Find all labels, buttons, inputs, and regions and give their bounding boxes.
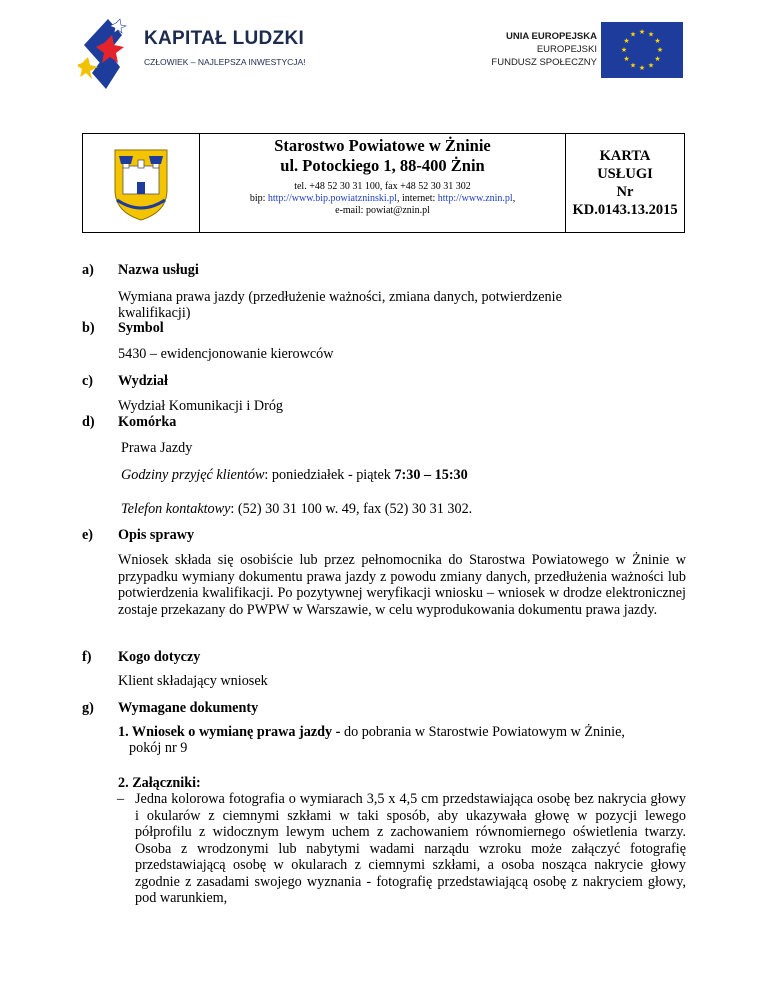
svg-text:★: ★ (654, 55, 661, 63)
office-email: e-mail: powiat@znin.pl (335, 205, 430, 216)
eu-line-3: FUNDUSZ SPOŁECZNY (491, 57, 597, 68)
section-a-marker: a) (82, 262, 94, 278)
attachment-bullet: – (117, 791, 125, 807)
eu-line-2: EUROPEJSKI (536, 44, 597, 55)
section-d-label: Komórka (118, 414, 177, 430)
section-f-label: Kogo dotyczy (118, 649, 201, 665)
office-hours-time: 7:30 – 15:30 (394, 467, 468, 483)
contact-phone-value: : (52) 30 31 100 w. 49, fax (52) 30 31 302. (230, 501, 473, 517)
section-e-label: Opis sprawy (118, 527, 195, 543)
svg-text:★: ★ (629, 30, 637, 39)
svg-text:★: ★ (623, 55, 630, 63)
section-b-text: 5430 – ewidencjonowanie kierowców (118, 346, 334, 362)
attachments-label: 2. Załączniki: (118, 775, 201, 791)
kapital-ludzki-emblem-icon (78, 15, 140, 95)
card-number: KD.0143.13.2015 (572, 202, 678, 218)
attachment-photo-text: Jedna kolorowa fotografia o wymiarach 3,5 x 4,5 cm przedstawiająca osobę bez nakrycia głowy i okularów z ciemnymi szkłami w taki sposób, aby ukazywała głowę w pozycji lewego półprofilu z widocznym lewym uchem z zachowaniem równomiernego oświetlenia twarzy. Osoba z wrodzonymi lub nabytymi wadami narządu wzroku może załączyć fotografię przedstawiającą osobę w okularach z ciemnymi szkłami, a osoba nosząca nakrycie głowy zgodnie z zasadami swojego wyznania - fotografię przedstawiającą osobę z nakryciem głowy, pod warunkiem, (135, 791, 686, 906)
office-name: Starostwo Powiatowe w Żninie (274, 136, 491, 155)
section-d-marker: d) (82, 414, 95, 430)
section-g-label: Wymagane dokumenty (118, 700, 259, 716)
section-g-marker: g) (82, 700, 94, 716)
kapital-ludzki-title: KAPITAŁ LUDZKI (144, 28, 305, 49)
svg-text:★: ★ (654, 37, 661, 45)
section-e-marker: e) (82, 527, 94, 543)
office-hours-days: : poniedziałek - piątek (264, 467, 395, 483)
svg-text:★: ★ (647, 30, 655, 39)
office-links: bip: http://www.bip.powiatzninski.pl, internet: http://www.znin.pl, (249, 193, 516, 204)
service-card-number-cell (565, 134, 684, 232)
eu-logo-text (491, 30, 597, 69)
contact-phone (121, 501, 472, 518)
office-hours (121, 467, 468, 484)
section-c-text: Wydział Komunikacji i Dróg (118, 398, 284, 414)
bip-link[interactable]: http://www.bip.powiatzninski.pl (267, 193, 397, 204)
internet-label: , internet: (396, 193, 438, 204)
eu-flag-icon (601, 22, 683, 78)
svg-text:★: ★ (647, 61, 655, 70)
required-document-1-desc: do pobrania w Starostwie Powiatowym w Żninie, (340, 724, 625, 740)
section-a-text-line2: kwalifikacji) (118, 305, 191, 321)
kapital-ludzki-logo (78, 15, 348, 95)
section-e-text: Wniosek składa się osobiście lub przez pełnomocnika do Starostwa Powiatowego w Żninie w przypadku wymiany dokumentu prawa jazdy z powodu zmiany danych, przedłużenia ważności lub potwierdzenia kwalifikacji. Po pozytywnej weryfikacji wniosku – wniosek w drodze elektronicznej zostaje przekazany do PWPW w Warszawie, w celu wyprodukowania dokumentu prawa jazdy. (118, 552, 686, 618)
office-address: ul. Potockiego 1, 88-400 Żnin (280, 156, 485, 175)
eu-logo (478, 22, 683, 92)
office-phone: tel. +48 52 30 31 100, fax +48 52 30 31 302 (294, 181, 471, 192)
contact-phone-label: Telefon kontaktowy (121, 501, 231, 517)
svg-text:★: ★ (623, 37, 630, 45)
section-c-marker: c) (82, 373, 94, 389)
section-a-text-line1: Wymiana prawa jazdy (przedłużenie ważności, zmiana danych, potwierdzenie (118, 289, 562, 305)
svg-text:★: ★ (629, 61, 637, 70)
required-document-1 (118, 724, 625, 741)
card-title-line3: Nr (616, 184, 634, 200)
card-title-line2: USŁUGI (597, 166, 653, 182)
card-title-line1: KARTA (599, 148, 651, 164)
office-hours-label: Godziny przyjęć klientów (121, 467, 265, 483)
section-a-label: Nazwa usługi (118, 262, 199, 278)
bip-label: bip: (249, 193, 268, 204)
coat-of-arms-cell (83, 134, 200, 232)
eu-line-1: UNIA EUROPEJSKA (506, 31, 597, 42)
section-c-label: Wydział (118, 373, 168, 389)
office-info-cell (200, 134, 565, 232)
svg-text:★: ★ (638, 64, 646, 72)
required-document-1-line2: pokój nr 9 (129, 740, 188, 756)
section-f-text: Klient składający wniosek (118, 673, 268, 689)
header-table (82, 133, 685, 233)
section-f-marker: f) (82, 649, 92, 665)
svg-text:★: ★ (656, 46, 664, 54)
section-d-text: Prawa Jazdy (121, 440, 193, 456)
section-b-marker: b) (82, 320, 95, 336)
svg-text:★: ★ (620, 46, 628, 54)
section-b-label: Symbol (118, 320, 164, 336)
kapital-ludzki-subtitle: CZŁOWIEK – NAJLEPSZA INWESTYCJA! (144, 57, 306, 67)
coat-of-arms-icon (111, 146, 171, 222)
internet-link[interactable]: http://www.znin.pl (437, 193, 513, 204)
required-document-1-title: 1. Wniosek o wymianę prawa jazdy - (118, 724, 341, 740)
svg-text:★: ★ (638, 28, 646, 36)
